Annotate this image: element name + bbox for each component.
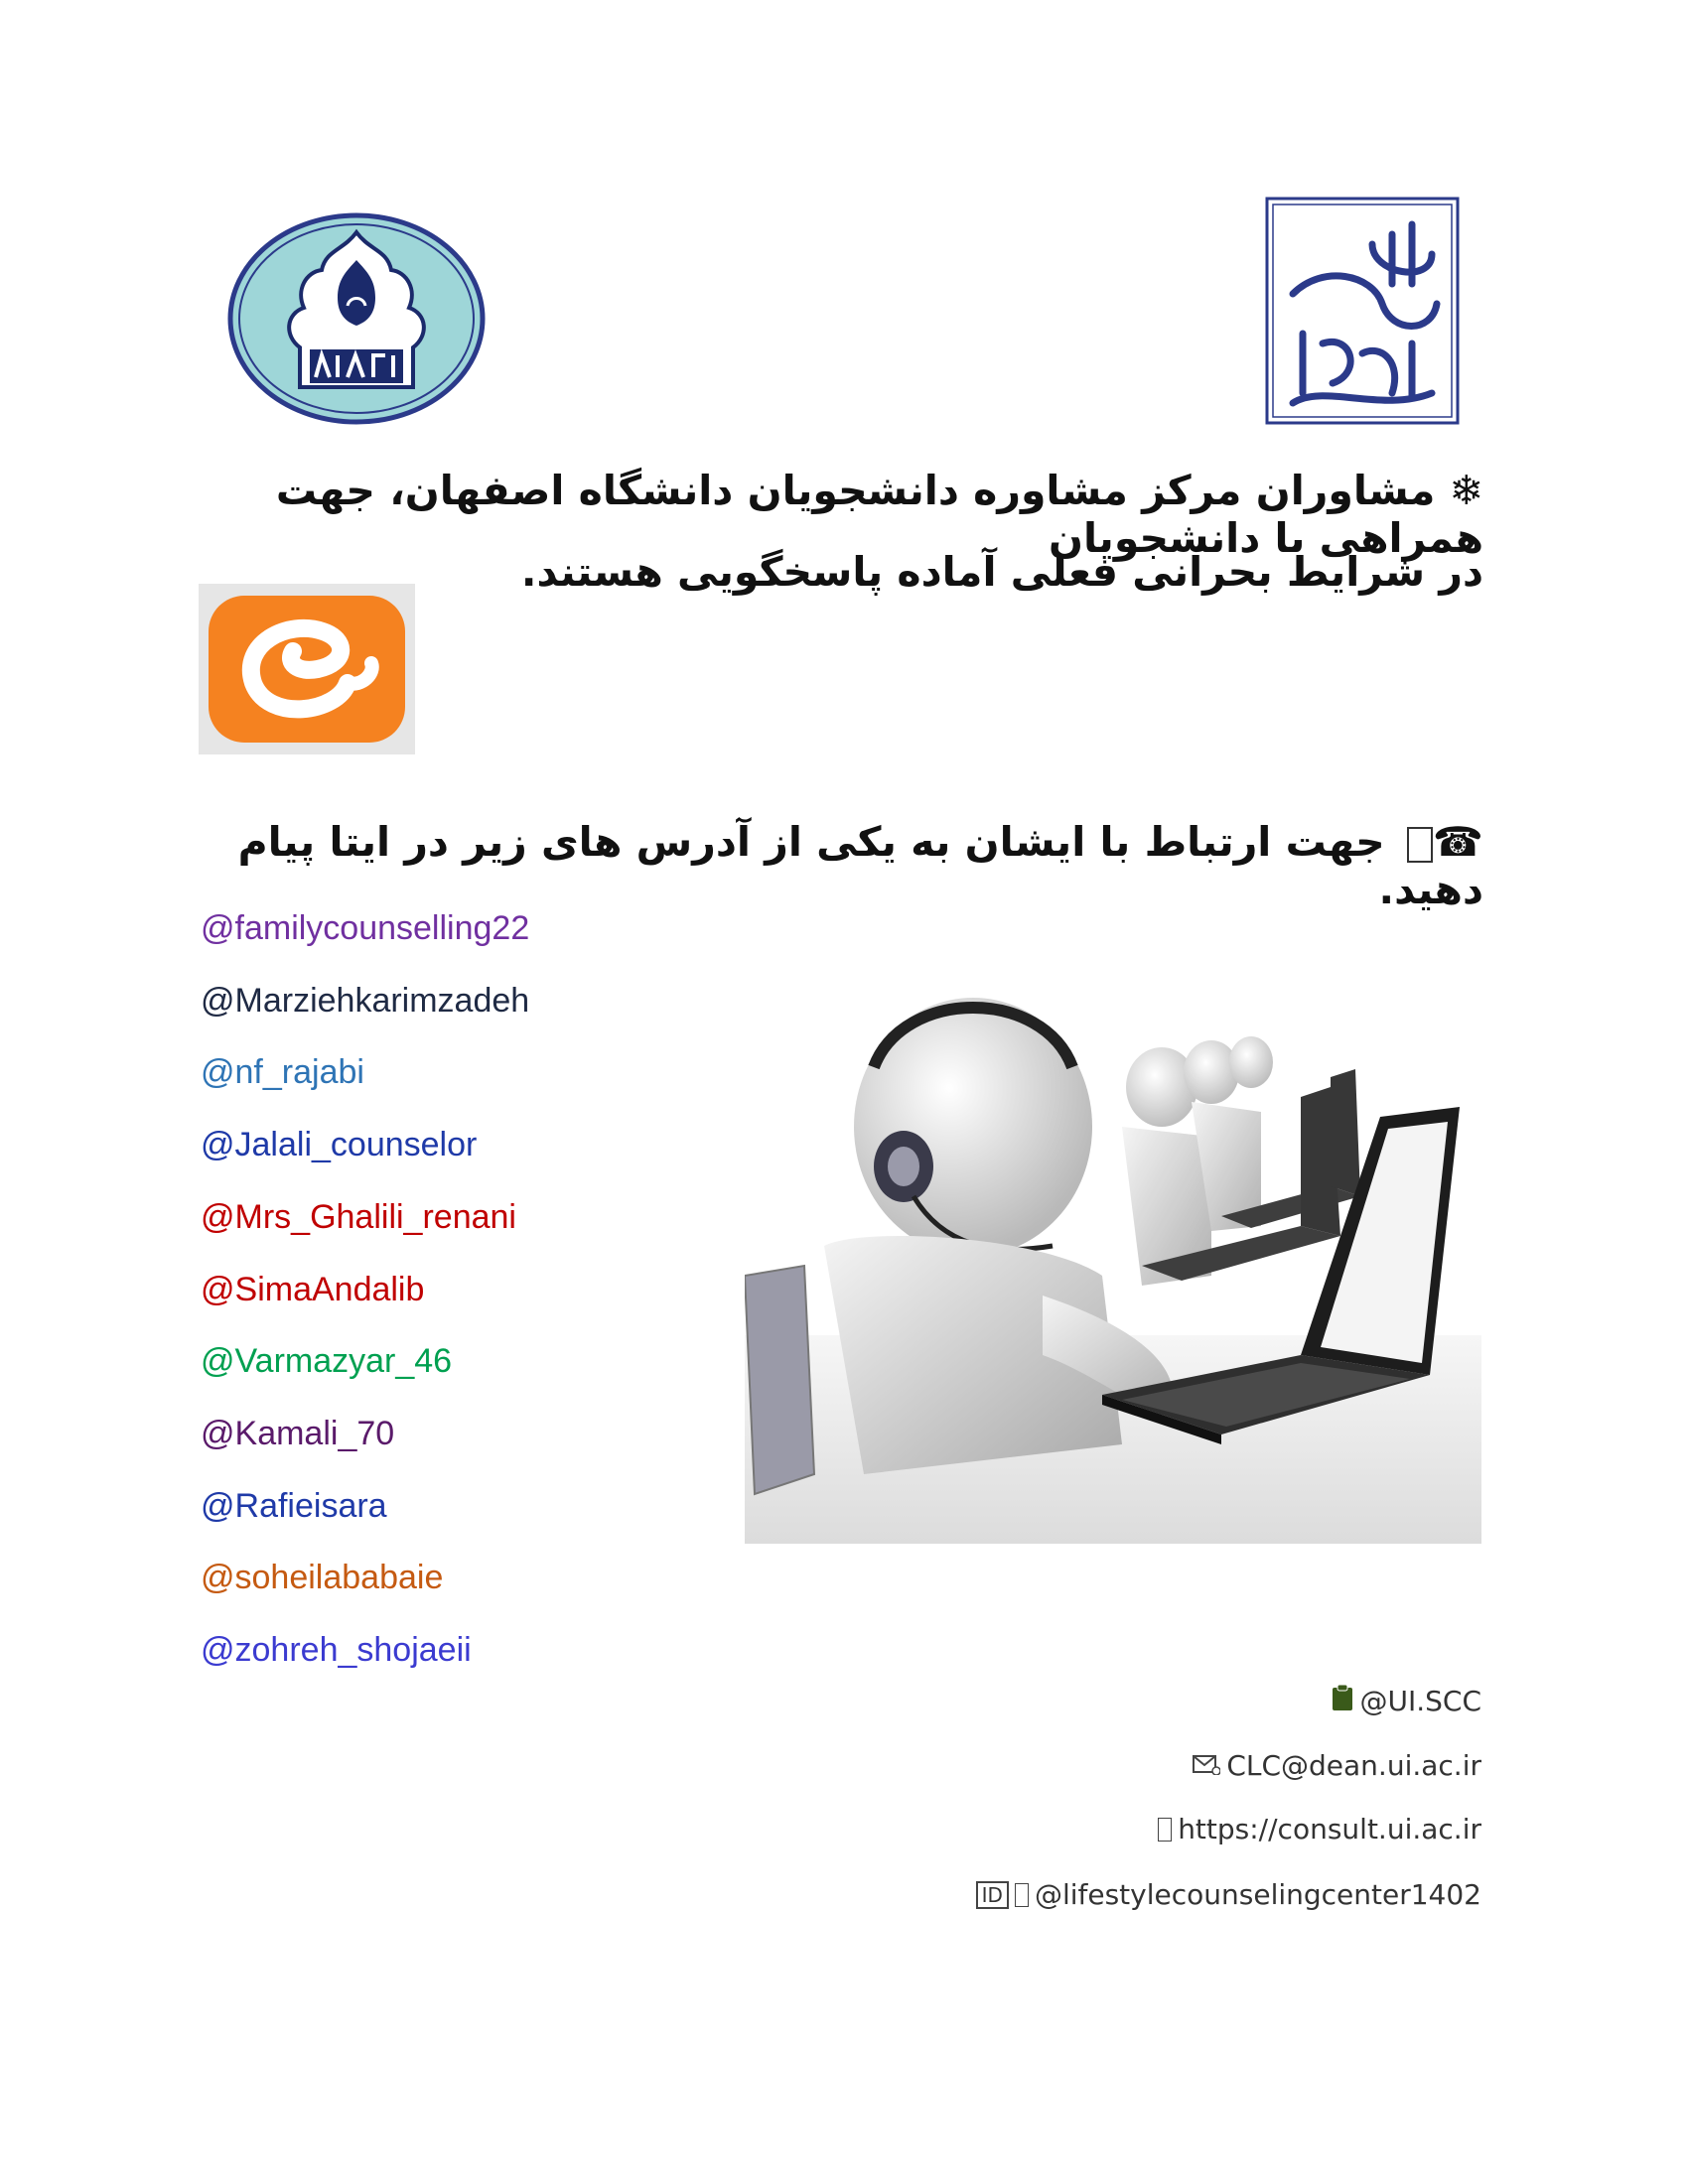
handle-link[interactable]: @zohreh_shojaeii — [201, 1631, 472, 1669]
missing-glyph-icon — [1015, 1883, 1029, 1907]
eitaa-id-link[interactable]: @lifestylecounselingcenter1402 — [1034, 1878, 1481, 1911]
university-logo — [226, 210, 487, 427]
instagram-handle-link[interactable]: @UI.SCC — [1359, 1685, 1481, 1717]
website-link[interactable]: https://consult.ui.ac.ir — [1178, 1813, 1481, 1845]
contact-instruction — [193, 818, 1483, 913]
missing-glyph-icon — [1158, 1818, 1172, 1842]
instruction-text: جهت ارتباط با ایشان به یکی از آدرس های زیر در ایتا پیام دهید. — [237, 818, 1483, 913]
eitaa-logo — [199, 584, 415, 754]
website-contact — [1158, 1813, 1481, 1845]
call-center-illustration — [745, 978, 1481, 1544]
email-icon — [1193, 1749, 1220, 1782]
telephone-icon: ☎ — [1432, 818, 1483, 866]
maple-leaf-icon: ❄ — [1449, 467, 1483, 514]
handle-link[interactable]: @familycounselling22 — [201, 909, 530, 947]
eitaa-id-contact — [976, 1878, 1481, 1911]
missing-glyph-icon — [1407, 827, 1433, 863]
handle-link[interactable]: @Rafieisara — [201, 1487, 387, 1525]
handle-link[interactable]: @soheilababaie — [201, 1559, 444, 1596]
handle-link[interactable]: @Marziehkarimzadeh — [201, 982, 530, 1020]
email-link[interactable]: CLC@dean.ui.ac.ir — [1226, 1749, 1481, 1782]
handle-link[interactable]: @Kamali_70 — [201, 1415, 395, 1452]
handle-link[interactable]: @Varmazyar_46 — [201, 1342, 453, 1380]
clipboard-icon — [1332, 1684, 1353, 1718]
handle-link[interactable]: @SimaAndalib — [201, 1271, 425, 1308]
handle-link[interactable]: @nf_rajabi — [201, 1053, 364, 1091]
handle-link[interactable]: @Mrs_Ghalili_renani — [201, 1198, 516, 1236]
organization-logo — [1263, 195, 1462, 427]
handle-link[interactable]: @Jalali_counselor — [201, 1126, 478, 1163]
heading-text-1: مشاوران مرکز مشاوره دانشجویان دانشگاه اصفهان، جهت همراهی با دانشجویان — [275, 467, 1483, 562]
id-badge-icon: ID — [976, 1881, 1009, 1909]
email-contact — [1193, 1749, 1481, 1782]
heading-text-2: در شرایط بحرانی فعلی آماده پاسخگویی هستند. — [520, 548, 1483, 596]
instagram-contact — [1332, 1684, 1481, 1718]
